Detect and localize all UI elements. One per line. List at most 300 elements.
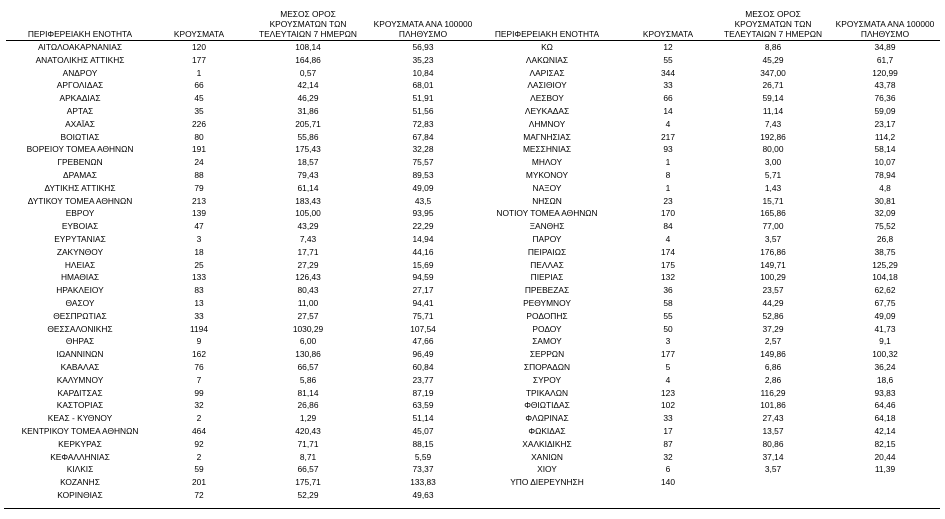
cases-cell: 174 — [661, 246, 675, 257]
avg7-cell: 8,71 — [299, 451, 317, 462]
avg7-cell: 81,14 — [297, 387, 319, 398]
avg7-cell: 11,14 — [762, 105, 784, 116]
cases-table-left — [6, 2, 474, 502]
cases-cell: 14 — [663, 105, 673, 116]
avg7-cell: 17,71 — [297, 246, 319, 257]
cases-cell: 1 — [665, 157, 671, 168]
cases-cell: 140 — [661, 477, 675, 488]
cases-cell: 50 — [663, 323, 673, 334]
avg7-cell: 1030,29 — [292, 323, 324, 334]
region-cell: ΖΑΚΥΝΘΟΥ — [56, 246, 104, 257]
avg7-cell: 27,29 — [297, 259, 319, 270]
cases-cell: 177 — [192, 54, 206, 65]
per100k-cell: 30,81 — [874, 195, 896, 206]
cases-cell: 139 — [192, 208, 206, 219]
region-cell: ΔΥΤΙΚΟΥ ΤΟΜΕΑ ΑΘΗΝΩΝ — [27, 195, 133, 206]
per100k-cell: 120,99 — [872, 67, 898, 78]
table-row — [474, 348, 940, 361]
per100k-cell: 23,17 — [874, 118, 896, 129]
table-body-right — [474, 41, 940, 489]
per100k-cell: 51,14 — [412, 413, 434, 424]
avg7-cell: 2,86 — [764, 374, 782, 385]
table-row — [474, 476, 940, 489]
per100k-cell: 96,49 — [412, 349, 434, 360]
bottom-rule — [4, 508, 940, 509]
header-region: ΠΕΡΙΦΕΡΕΙΑΚΗ ΕΝΟΤΗΤΑ — [6, 2, 154, 41]
table-header-row — [6, 2, 474, 41]
avg7-cell: 130,86 — [295, 349, 321, 360]
table-row — [6, 310, 474, 323]
avg7-cell: 8,86 — [764, 42, 782, 52]
per100k-cell: 75,52 — [874, 221, 896, 232]
cases-cell: 76 — [194, 361, 204, 372]
avg7-cell: 176,86 — [760, 246, 786, 257]
per100k-cell: 49,63 — [412, 489, 434, 500]
table-row — [6, 143, 474, 156]
region-cell: ΔΡΑΜΑΣ — [63, 169, 97, 180]
region-cell: ΛΑΣΙΘΙΟΥ — [527, 80, 567, 91]
cases-cell: 170 — [661, 208, 675, 219]
cases-cell: 80 — [194, 131, 204, 142]
table-row — [474, 310, 940, 323]
cases-cell: 93 — [663, 144, 673, 155]
region-cell: ΚΑΒΑΛΑΣ — [60, 361, 100, 372]
table-row — [6, 118, 474, 131]
cases-cell: 191 — [192, 144, 206, 155]
avg7-cell — [716, 476, 830, 489]
table-row — [474, 323, 940, 336]
cases-cell: 2 — [196, 413, 202, 424]
cases-cell: 55 — [663, 310, 673, 321]
table-row — [6, 387, 474, 400]
per100k-cell: 43,5 — [414, 195, 432, 206]
per100k-cell: 5,59 — [414, 451, 432, 462]
cases-cell: 23 — [663, 195, 673, 206]
avg7-cell: 37,29 — [762, 323, 784, 334]
avg7-cell: 55,86 — [297, 131, 319, 142]
avg7-cell: 43,29 — [297, 221, 319, 232]
per100k-cell: 32,28 — [412, 144, 434, 155]
cases-cell: 8 — [665, 169, 671, 180]
table-row — [474, 195, 940, 208]
region-cell: ΓΡΕΒΕΝΩΝ — [57, 157, 103, 168]
table-row — [6, 105, 474, 118]
per100k-cell: 27,17 — [412, 285, 434, 296]
per100k-cell: 11,39 — [874, 464, 896, 475]
table-row — [474, 41, 940, 54]
avg7-cell: 205,71 — [295, 118, 321, 129]
per100k-cell: 94,59 — [412, 272, 434, 283]
table-row — [474, 169, 940, 182]
cases-cell: 123 — [661, 387, 675, 398]
cases-cell: 226 — [192, 118, 206, 129]
cases-cell: 133 — [192, 272, 206, 283]
table-row — [474, 361, 940, 374]
table-row — [474, 233, 940, 246]
avg7-cell: 100,29 — [760, 272, 786, 283]
region-cell: ΦΛΩΡΙΝΑΣ — [525, 413, 569, 424]
region-cell: ΝΑΞΟΥ — [532, 182, 562, 193]
per100k-cell: 93,95 — [412, 208, 434, 219]
per100k-cell: 51,56 — [412, 105, 434, 116]
region-cell: ΚΑΣΤΟΡΙΑΣ — [56, 400, 104, 411]
cases-cell: 66 — [194, 80, 204, 91]
table-row — [6, 284, 474, 297]
table-row — [6, 259, 474, 272]
per100k-cell: 64,46 — [874, 400, 896, 411]
per100k-cell: 59,09 — [874, 105, 896, 116]
region-cell: ΗΜΑΘΙΑΣ — [60, 272, 100, 283]
cases-cell: 344 — [661, 67, 675, 78]
cases-cell: 99 — [194, 387, 204, 398]
table-row — [474, 451, 940, 464]
cases-cell: 3 — [196, 233, 202, 244]
region-cell: ΗΡΑΚΛΕΙΟΥ — [56, 285, 104, 296]
region-cell: ΑΝΑΤΟΛΙΚΗΣ ΑΤΤΙΚΗΣ — [35, 54, 125, 65]
cases-cell: 17 — [663, 425, 673, 436]
avg7-cell: 116,29 — [760, 387, 786, 398]
per100k-cell: 9,1 — [879, 336, 891, 347]
region-cell: ΚΕΑΣ - ΚΥΘΝΟΥ — [47, 413, 113, 424]
table-row — [6, 207, 474, 220]
region-cell: ΥΠΟ ΔΙΕΡΕΥΝΗΣΗ — [510, 477, 584, 488]
table-row — [474, 387, 940, 400]
table-row — [6, 182, 474, 195]
avg7-cell: 175,43 — [295, 144, 321, 155]
region-cell: ΤΡΙΚΑΛΩΝ — [525, 387, 569, 398]
cases-cell: 88 — [194, 169, 204, 180]
avg7-cell: 3,57 — [764, 233, 782, 244]
table-row — [6, 463, 474, 476]
header-avg7: ΜΕΣΟΣ ΟΡΟΣ ΚΡΟΥΣΜΑΤΩΝ ΤΩΝ ΤΕΛΕΥΤΑΙΩΝ 7 ΗΜΕΡΩΝ — [716, 2, 830, 41]
cases-cell: 102 — [661, 400, 675, 411]
cases-cell: 32 — [194, 400, 204, 411]
table-row — [474, 207, 940, 220]
cases-cell: 13 — [194, 297, 204, 308]
per100k-cell: 61,7 — [876, 54, 894, 65]
region-cell: ΛΑΡΙΣΑΣ — [529, 67, 565, 78]
per100k-cell: 75,57 — [412, 157, 434, 168]
per100k-cell: 63,59 — [412, 400, 434, 411]
per100k-cell: 76,36 — [874, 93, 896, 104]
per100k-cell: 51,91 — [412, 93, 434, 104]
table-row — [474, 399, 940, 412]
per100k-cell: 82,15 — [874, 438, 896, 449]
avg7-cell: 77,00 — [762, 221, 784, 232]
avg7-cell: 80,43 — [297, 285, 319, 296]
table-row — [474, 335, 940, 348]
header-cases: ΚΡΟΥΣΜΑΤΑ — [154, 2, 244, 41]
region-cell: ΔΥΤΙΚΗΣ ΑΤΤΙΚΗΣ — [44, 182, 116, 193]
avg7-cell: 61,14 — [297, 182, 319, 193]
cases-cell: 58 — [663, 297, 673, 308]
header-avg7: ΜΕΣΟΣ ΟΡΟΣ ΚΡΟΥΣΜΑΤΩΝ ΤΩΝ ΤΕΛΕΥΤΑΙΩΝ 7 ΗΜΕΡΩΝ — [244, 2, 372, 41]
region-cell: ΡΟΔΟΠΗΣ — [526, 310, 568, 321]
per100k-cell: 4,8 — [879, 182, 891, 193]
region-cell: ΣΠΟΡΑΔΩΝ — [523, 361, 571, 372]
per100k-cell: 100,32 — [872, 349, 898, 360]
per100k-cell: 10,84 — [412, 67, 434, 78]
region-cell: ΛΕΥΚΑΔΑΣ — [524, 105, 570, 116]
avg7-cell: 101,86 — [760, 400, 786, 411]
region-cell: ΑΡΤΑΣ — [66, 105, 94, 116]
table-row — [6, 156, 474, 169]
avg7-cell: 7,43 — [764, 118, 782, 129]
region-cell: ΚΟΡΙΝΘΙΑΣ — [57, 489, 103, 500]
per100k-cell: 45,07 — [412, 425, 434, 436]
cases-table-right — [474, 2, 940, 489]
table-row — [474, 156, 940, 169]
per100k-cell: 34,89 — [874, 42, 896, 52]
region-cell: ΘΕΣΣΑΛΟΝΙΚΗΣ — [47, 323, 113, 334]
avg7-cell: 420,43 — [295, 425, 321, 436]
cases-cell: 84 — [663, 221, 673, 232]
region-cell: ΠΡΕΒΕΖΑΣ — [524, 285, 570, 296]
region-cell: ΝΗΣΩΝ — [532, 195, 562, 206]
per100k-cell: 32,09 — [874, 208, 896, 219]
table-row — [6, 220, 474, 233]
cases-cell: 55 — [663, 54, 673, 65]
region-cell: ΚΕΡΚΥΡΑΣ — [58, 438, 102, 449]
avg7-cell: 164,86 — [295, 54, 321, 65]
table-row — [6, 489, 474, 502]
avg7-cell: 79,43 — [297, 169, 319, 180]
table-header-row — [474, 2, 940, 41]
cases-cell: 4 — [665, 374, 671, 385]
table-row — [474, 118, 940, 131]
avg7-cell: 37,14 — [762, 451, 784, 462]
cases-cell: 4 — [665, 233, 671, 244]
cases-cell: 464 — [192, 425, 206, 436]
per100k-cell: 94,41 — [412, 297, 434, 308]
table-row — [6, 246, 474, 259]
per100k-cell: 41,73 — [874, 323, 896, 334]
avg7-cell: 18,57 — [297, 157, 319, 168]
cases-cell: 33 — [663, 80, 673, 91]
region-cell: ΣΕΡΡΩΝ — [529, 349, 565, 360]
avg7-cell: 80,86 — [762, 438, 784, 449]
table-row — [474, 425, 940, 438]
cases-cell: 1 — [196, 67, 202, 78]
avg7-cell: 26,86 — [297, 400, 319, 411]
avg7-cell: 0,57 — [299, 67, 317, 78]
table-row — [6, 195, 474, 208]
avg7-cell: 11,00 — [297, 297, 319, 308]
avg7-cell: 3,57 — [764, 464, 782, 475]
region-cell: ΑΡΓΟΛΙΔΑΣ — [56, 80, 104, 91]
region-cell: ΘΑΣΟΥ — [65, 297, 95, 308]
per100k-cell: 20,44 — [874, 451, 896, 462]
region-cell: ΑΙΤΩΛΟΑΚΑΡΝΑΝΙΑΣ — [37, 42, 123, 52]
region-cell: ΑΡΚΑΔΙΑΣ — [59, 93, 101, 104]
per100k-cell: 88,15 — [412, 438, 434, 449]
table-row — [474, 131, 940, 144]
table-row — [474, 271, 940, 284]
cases-cell: 6 — [665, 464, 671, 475]
per100k-cell: 93,83 — [874, 387, 896, 398]
table-row — [474, 246, 940, 259]
avg7-cell: 71,71 — [297, 438, 319, 449]
region-cell: ΠΙΕΡΙΑΣ — [530, 272, 564, 283]
cases-cell: 66 — [663, 93, 673, 104]
table-row — [6, 41, 474, 54]
per100k-cell: 107,54 — [410, 323, 436, 334]
table-row — [6, 438, 474, 451]
avg7-cell: 5,71 — [764, 169, 782, 180]
cases-cell: 92 — [194, 438, 204, 449]
avg7-cell: 126,43 — [295, 272, 321, 283]
table-row — [6, 399, 474, 412]
avg7-cell: 175,71 — [295, 477, 321, 488]
per100k-cell: 125,29 — [872, 259, 898, 270]
table-row — [6, 425, 474, 438]
table-row — [474, 297, 940, 310]
cases-cell: 120 — [192, 42, 206, 52]
per100k-cell: 14,94 — [412, 233, 434, 244]
region-cell: ΠΕΙΡΑΙΩΣ — [527, 246, 567, 257]
per100k-cell: 89,53 — [412, 169, 434, 180]
avg7-cell: 7,43 — [299, 233, 317, 244]
table-row — [474, 220, 940, 233]
region-cell: ΠΑΡΟΥ — [532, 233, 562, 244]
region-cell: ΣΥΡΟΥ — [532, 374, 562, 385]
table-row — [6, 233, 474, 246]
region-cell: ΛΗΜΝΟΥ — [528, 118, 566, 129]
cases-cell: 45 — [194, 93, 204, 104]
per100k-cell: 15,69 — [412, 259, 434, 270]
table-row — [6, 361, 474, 374]
table-row — [6, 348, 474, 361]
table-body-left — [6, 41, 474, 502]
table-row — [474, 412, 940, 425]
cases-cell: 9 — [196, 336, 202, 347]
region-cell: ΚΑΡΔΙΤΣΑΣ — [57, 387, 103, 398]
table-row — [474, 438, 940, 451]
header-cases: ΚΡΟΥΣΜΑΤΑ — [620, 2, 716, 41]
avg7-cell: 44,29 — [762, 297, 784, 308]
avg7-cell: 347,00 — [760, 67, 786, 78]
avg7-cell: 108,14 — [295, 42, 321, 52]
avg7-cell: 149,71 — [760, 259, 786, 270]
region-cell: ΠΕΛΛΑΣ — [530, 259, 564, 270]
avg7-cell: 26,71 — [762, 80, 784, 91]
region-cell: ΑΝΔΡΟΥ — [62, 67, 98, 78]
table-row — [6, 169, 474, 182]
table-row — [6, 79, 474, 92]
avg7-cell: 15,71 — [762, 195, 784, 206]
region-cell: ΧΑΝΙΩΝ — [531, 451, 563, 462]
cases-cell: 4 — [665, 118, 671, 129]
table-row — [474, 92, 940, 105]
cases-cell: 33 — [194, 310, 204, 321]
avg7-cell: 13,57 — [762, 425, 784, 436]
table-row — [6, 323, 474, 336]
avg7-cell: 66,57 — [297, 464, 319, 475]
region-cell: ΦΩΚΙΔΑΣ — [528, 425, 566, 436]
region-cell: ΘΕΣΠΡΩΤΙΑΣ — [53, 310, 107, 321]
cases-cell: 24 — [194, 157, 204, 168]
per100k-cell: 72,83 — [412, 118, 434, 129]
region-cell: ΙΩΑΝΝΙΝΩΝ — [56, 349, 104, 360]
avg7-cell: 27,57 — [297, 310, 319, 321]
region-cell: ΒΟΙΩΤΙΑΣ — [60, 131, 100, 142]
region-cell: ΧΑΛΚΙΔΙΚΗΣ — [522, 438, 572, 449]
region-cell: ΜΗΛΟΥ — [531, 157, 563, 168]
avg7-cell: 105,00 — [295, 208, 321, 219]
avg7-cell: 5,86 — [299, 374, 317, 385]
region-cell: ΑΧΑΪΑΣ — [65, 118, 95, 129]
table-row — [6, 54, 474, 67]
cases-cell: 18 — [194, 246, 204, 257]
per100k-cell: 87,19 — [412, 387, 434, 398]
region-cell: ΞΑΝΘΗΣ — [529, 221, 565, 232]
cases-cell: 25 — [194, 259, 204, 270]
avg7-cell: 52,86 — [762, 310, 784, 321]
avg7-cell: 23,57 — [762, 285, 784, 296]
avg7-cell: 165,86 — [760, 208, 786, 219]
table-row — [6, 271, 474, 284]
per100k-cell: 64,18 — [874, 413, 896, 424]
table-row — [474, 463, 940, 476]
cases-cell: 217 — [661, 131, 675, 142]
per100k-cell: 114,2 — [874, 131, 896, 142]
table-row — [474, 259, 940, 272]
cases-cell: 12 — [663, 42, 673, 52]
avg7-cell: 66,57 — [297, 361, 319, 372]
avg7-cell: 59,14 — [762, 93, 784, 104]
per100k-cell: 23,77 — [412, 374, 434, 385]
region-cell: ΗΛΕΙΑΣ — [64, 259, 96, 270]
avg7-cell: 1,29 — [299, 413, 317, 424]
per100k-cell: 10,07 — [874, 157, 896, 168]
per100k-cell: 49,09 — [874, 310, 896, 321]
table-row — [6, 297, 474, 310]
per100k-cell: 67,84 — [412, 131, 434, 142]
per100k-cell: 104,18 — [872, 272, 898, 283]
region-cell: ΦΘΙΩΤΙΔΑΣ — [524, 400, 570, 411]
region-cell: ΚΩ — [541, 42, 553, 52]
per100k-cell: 68,01 — [412, 80, 434, 91]
cases-cell: 59 — [194, 464, 204, 475]
cases-cell: 162 — [192, 349, 206, 360]
cases-cell: 175 — [661, 259, 675, 270]
per100k-cell: 36,24 — [874, 361, 896, 372]
cases-cell: 177 — [661, 349, 675, 360]
per100k-cell: 56,93 — [412, 42, 434, 52]
per100k-cell: 38,75 — [874, 246, 896, 257]
per100k-cell: 49,09 — [412, 182, 434, 193]
cases-cell: 1194 — [189, 323, 208, 334]
avg7-cell: 3,00 — [764, 157, 782, 168]
per100k-cell: 67,75 — [874, 297, 896, 308]
table-row — [474, 105, 940, 118]
per100k-cell: 133,83 — [410, 477, 436, 488]
per100k-cell: 78,94 — [874, 169, 896, 180]
per100k-cell: 43,78 — [874, 80, 896, 91]
cases-cell: 1 — [665, 182, 671, 193]
region-cell: ΚΕΦΑΛΛΗΝΙΑΣ — [50, 451, 110, 462]
cases-cell: 79 — [194, 182, 204, 193]
avg7-cell: 80,00 — [762, 144, 784, 155]
cases-cell: 5 — [665, 361, 671, 372]
cases-cell: 2 — [196, 451, 202, 462]
avg7-cell: 192,86 — [760, 131, 786, 142]
table-row — [6, 67, 474, 80]
cases-cell: 32 — [663, 451, 673, 462]
cases-cell: 36 — [663, 285, 673, 296]
avg7-cell: 42,14 — [297, 80, 319, 91]
region-cell: ΛΑΚΩΝΙΑΣ — [525, 54, 569, 65]
